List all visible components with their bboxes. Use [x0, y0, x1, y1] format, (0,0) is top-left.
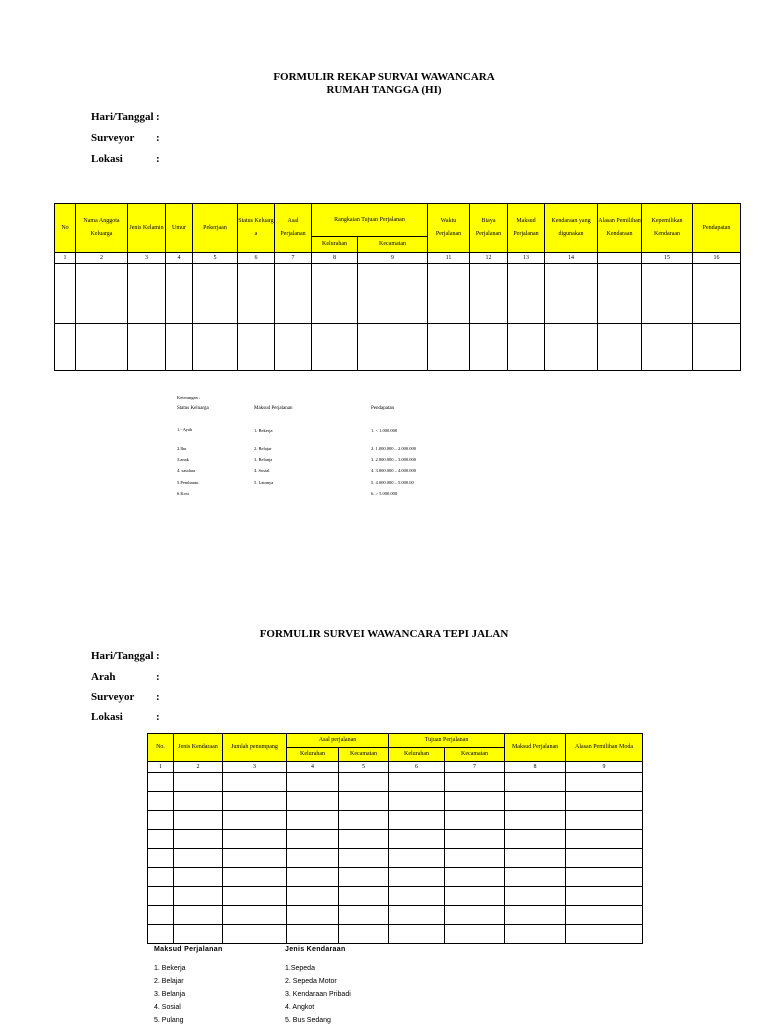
table-cell[interactable] — [566, 849, 643, 868]
pendapatan-item: 1. < 1.000.000 — [371, 428, 398, 433]
column-number: 15 — [642, 253, 693, 264]
form2-table — [147, 733, 643, 944]
table-cell[interactable] — [566, 830, 643, 849]
pendapatan-item: 4. 3.000.000 – 4.000.000 — [371, 468, 416, 473]
form1-table — [54, 203, 741, 371]
legend-item: 5. Pulang — [154, 1017, 184, 1024]
maksud-item: 2. Belajar — [254, 446, 272, 451]
status-item: 1.- Ayah — [177, 427, 193, 432]
header-jenis-kelamin: Jenis Kelamin — [128, 204, 166, 253]
table-cell[interactable] — [174, 849, 223, 868]
table-cell[interactable] — [193, 324, 238, 371]
table-cell[interactable] — [566, 868, 643, 887]
header-kendaraan: Kendaraan yang digunakan — [545, 204, 598, 253]
header-rangkaian-tujuan: Rangkaian Tujuan Perjalanan — [312, 204, 428, 237]
table-cell[interactable] — [642, 264, 693, 324]
column-number: 4 — [287, 762, 339, 773]
table-cell[interactable] — [598, 324, 642, 371]
field-label: Hari/Tanggal — [91, 650, 154, 662]
status-item: 6.Kost — [177, 491, 189, 496]
legend-item: 4. Sosial — [154, 1004, 181, 1011]
field-colon: : — [156, 650, 160, 662]
table-cell[interactable] — [505, 925, 566, 944]
column-number: 3 — [128, 253, 166, 264]
table-cell[interactable] — [389, 849, 445, 868]
table-cell[interactable] — [566, 887, 643, 906]
table-cell[interactable] — [358, 264, 428, 324]
table-cell[interactable] — [166, 264, 193, 324]
header-asal-kelurahan: Kelurahan — [287, 748, 339, 762]
maksud-item: 1. Bekerja — [254, 428, 273, 433]
table-cell[interactable] — [287, 906, 339, 925]
header-kecamatan: Kecamatan — [358, 237, 428, 253]
table-cell[interactable] — [339, 906, 389, 925]
header-asal-perjalanan: Asal perjalanan — [287, 734, 389, 748]
field-colon: : — [156, 711, 160, 723]
table-cell[interactable] — [389, 830, 445, 849]
legend-maksud-heading: Maksud Perjalanan — [154, 946, 223, 953]
table-cell[interactable] — [275, 264, 312, 324]
table-cell[interactable] — [223, 849, 287, 868]
table-cell[interactable] — [428, 324, 470, 371]
field-label: Arah — [91, 671, 116, 683]
field-colon: : — [156, 153, 160, 165]
table-cell[interactable] — [287, 868, 339, 887]
table-cell[interactable] — [174, 811, 223, 830]
header-waktu-perjalanan: Waktu Perjalanan — [428, 204, 470, 253]
column-number: 2 — [76, 253, 128, 264]
table-cell[interactable] — [470, 264, 508, 324]
table-cell[interactable] — [505, 792, 566, 811]
table-cell[interactable] — [76, 264, 128, 324]
header-jenis-kendaraan: Jenis Kendaraan — [174, 734, 223, 762]
form1-title-line2: RUMAH TANGGA (HI) — [326, 84, 442, 96]
header-tujuan-kelurahan: Kelurahan — [389, 748, 445, 762]
legend-item: 3. Belanja — [154, 991, 186, 998]
form2-field-arah[interactable] — [91, 671, 160, 683]
table-cell[interactable] — [174, 925, 223, 944]
form2-title: FORMULIR SURVEI WAWANCARA TEPI JALAN — [259, 628, 509, 640]
table-cell[interactable] — [287, 849, 339, 868]
table-cell[interactable] — [174, 773, 223, 792]
form1-title-line1: FORMULIR REKAP SURVAI WAWANCARA — [273, 71, 495, 83]
table-cell[interactable] — [545, 264, 598, 324]
column-number: 12 — [470, 253, 508, 264]
header-jumlah-penumpang: Jumlah penumpang — [223, 734, 287, 762]
legend-jenis-heading: Jenis Kendaraan — [285, 946, 346, 953]
header-no: No. — [148, 734, 174, 762]
header-nama-anggota: Nama Anggota Keluarga — [76, 204, 128, 253]
table-cell[interactable] — [445, 925, 505, 944]
table-cell[interactable] — [445, 868, 505, 887]
table-cell[interactable] — [445, 811, 505, 830]
table-cell[interactable] — [312, 324, 358, 371]
table-row — [148, 868, 643, 887]
table-cell[interactable] — [128, 324, 166, 371]
table-cell[interactable] — [389, 887, 445, 906]
table-row — [148, 849, 643, 868]
table-cell[interactable] — [223, 830, 287, 849]
column-number: 1 — [55, 253, 76, 264]
table-cell[interactable] — [238, 324, 275, 371]
column-number: 4 — [166, 253, 193, 264]
table-cell[interactable] — [287, 925, 339, 944]
table-cell[interactable] — [148, 868, 174, 887]
column-number: 9 — [566, 762, 643, 773]
table-cell[interactable] — [223, 792, 287, 811]
table-row — [148, 811, 643, 830]
table-cell[interactable] — [505, 849, 566, 868]
header-kepemilikan: Kepemilikan Kendaraan — [642, 204, 693, 253]
header-tujuan-kecamatan: Kecamatan — [445, 748, 505, 762]
table-cell[interactable] — [193, 264, 238, 324]
form1-field-hari-tanggal[interactable] — [91, 111, 160, 123]
table-cell[interactable] — [339, 830, 389, 849]
form1-field-surveyor[interactable] — [91, 132, 160, 144]
maksud-item: 3. Belanja — [254, 457, 273, 462]
column-number: 7 — [445, 762, 505, 773]
table-cell[interactable] — [238, 264, 275, 324]
table-cell[interactable] — [148, 830, 174, 849]
table-cell[interactable] — [642, 324, 693, 371]
table-cell[interactable] — [339, 887, 389, 906]
table-cell[interactable] — [55, 264, 76, 324]
table-cell[interactable] — [445, 792, 505, 811]
column-number: 8 — [505, 762, 566, 773]
header-biaya-perjalanan: Biaya Perjalanan — [470, 204, 508, 253]
legend-maksud — [154, 943, 223, 1027]
pendapatan-item: 2. 1.000.000 – 2.000.000 — [371, 446, 416, 451]
table-cell[interactable] — [445, 830, 505, 849]
header-pendapatan: Pendapatan — [693, 204, 741, 253]
table-cell[interactable] — [693, 324, 741, 371]
legend-item: 1.Sepeda — [285, 965, 315, 972]
keterangan-head-maksud: Maksud Perjalanan — [254, 406, 293, 411]
table-cell[interactable] — [389, 792, 445, 811]
table-row — [148, 830, 643, 849]
maksud-item: 4. Sosial — [254, 468, 270, 473]
field-colon: : — [156, 132, 160, 144]
table-row — [148, 773, 643, 792]
table-cell[interactable] — [505, 887, 566, 906]
legend-item: 2. Belajar — [154, 978, 184, 985]
keterangan-title: Keterangan : — [177, 395, 201, 400]
header-pekerjaan: Pekerjaan — [193, 204, 238, 253]
keterangan-head-pendapatan: Pendapatan — [371, 406, 395, 411]
table-cell[interactable] — [358, 324, 428, 371]
table-row — [148, 887, 643, 906]
table-cell[interactable] — [389, 868, 445, 887]
legend-item: 1. Bekerja — [154, 965, 186, 972]
table-cell[interactable] — [389, 906, 445, 925]
form2-field-lokasi[interactable] — [91, 711, 160, 723]
form1-field-lokasi[interactable] — [91, 153, 160, 165]
column-number: 3 — [223, 762, 287, 773]
table-cell[interactable] — [445, 906, 505, 925]
header-maksud-perjalanan: Maksud Perjalanan — [508, 204, 545, 253]
pendapatan-item: 6. > 5.000.000 — [371, 491, 398, 496]
header-asal-kecamatan: Kecamatan — [339, 748, 389, 762]
table-cell[interactable] — [445, 887, 505, 906]
header-no: No — [55, 204, 76, 253]
field-label: Surveyor — [91, 691, 135, 703]
table-cell[interactable] — [174, 830, 223, 849]
column-number: 11 — [428, 253, 470, 264]
column-number: 16 — [693, 253, 741, 264]
field-label: Surveyor — [91, 132, 135, 144]
table-cell[interactable] — [312, 264, 358, 324]
table-cell[interactable] — [339, 773, 389, 792]
header-alasan-pemilihan-moda: Alasan Pemilihan Moda — [566, 734, 643, 762]
table-cell[interactable] — [445, 773, 505, 792]
table-cell[interactable] — [339, 811, 389, 830]
header-asal-perjalanan: Asal Perjalanan — [275, 204, 312, 253]
field-label: Lokasi — [91, 711, 123, 723]
pendapatan-item: 5. 4.000.000 – 5.000.00 — [371, 480, 414, 485]
legend-item: 5. Bus Sedang — [285, 1017, 331, 1024]
table-cell[interactable] — [508, 264, 545, 324]
header-maksud-perjalanan: Maksud Perjalanan — [505, 734, 566, 762]
header-umur: Umur — [166, 204, 193, 253]
table-cell[interactable] — [287, 811, 339, 830]
table-cell[interactable] — [223, 811, 287, 830]
header-status-keluarga: Status Keluarg a — [238, 204, 275, 253]
table-cell[interactable] — [566, 925, 643, 944]
table-cell[interactable] — [287, 887, 339, 906]
table-cell[interactable] — [148, 811, 174, 830]
table-cell[interactable] — [174, 906, 223, 925]
table-cell[interactable] — [174, 792, 223, 811]
table-cell[interactable] — [389, 773, 445, 792]
column-number — [598, 253, 642, 264]
table-cell[interactable] — [566, 773, 643, 792]
legend-item: 2. Sepeda Motor — [285, 978, 337, 985]
legend-item: 3. Kendaraan Pribadi — [285, 991, 351, 998]
table-cell[interactable] — [339, 792, 389, 811]
table-cell[interactable] — [174, 868, 223, 887]
column-number: 13 — [508, 253, 545, 264]
table-cell[interactable] — [287, 773, 339, 792]
table-cell[interactable] — [389, 811, 445, 830]
form2-field-surveyor[interactable] — [91, 691, 160, 703]
table-row — [148, 792, 643, 811]
table-cell[interactable] — [148, 792, 174, 811]
keterangan-head-status: Status Keluarga — [177, 406, 209, 411]
table-cell[interactable] — [505, 773, 566, 792]
table-cell[interactable] — [287, 792, 339, 811]
field-colon: : — [156, 111, 160, 123]
field-colon: : — [156, 671, 160, 683]
table-cell[interactable] — [223, 773, 287, 792]
table-cell[interactable] — [470, 324, 508, 371]
column-number: 6 — [389, 762, 445, 773]
field-label: Hari/Tanggal — [91, 111, 154, 123]
table-cell[interactable] — [148, 887, 174, 906]
table-cell[interactable] — [128, 264, 166, 324]
table-cell[interactable] — [174, 887, 223, 906]
field-label: Lokasi — [91, 153, 123, 165]
table-cell[interactable] — [505, 868, 566, 887]
column-number: 6 — [238, 253, 275, 264]
table-cell[interactable] — [148, 849, 174, 868]
table-cell[interactable] — [389, 925, 445, 944]
status-item: 3.anak — [177, 457, 189, 462]
table-cell[interactable] — [339, 868, 389, 887]
maksud-item: 5. Lainnya — [254, 480, 274, 485]
legend-jenis-kendaraan — [285, 943, 351, 1027]
legend-item: 4. Angkot — [285, 1004, 315, 1011]
table-cell[interactable] — [76, 324, 128, 371]
table-cell[interactable] — [148, 925, 174, 944]
table-row — [55, 264, 741, 324]
column-number: 14 — [545, 253, 598, 264]
table-cell[interactable] — [505, 830, 566, 849]
table-cell[interactable] — [545, 324, 598, 371]
status-item: 2.Ibu — [177, 446, 187, 451]
field-colon: : — [156, 691, 160, 703]
table-row — [148, 925, 643, 944]
header-kelurahan: Kelurahan — [312, 237, 358, 253]
column-number: 5 — [339, 762, 389, 773]
table-cell[interactable] — [566, 811, 643, 830]
column-number: 5 — [193, 253, 238, 264]
table-cell[interactable] — [275, 324, 312, 371]
table-cell[interactable] — [508, 324, 545, 371]
column-number: 8 — [312, 253, 358, 264]
table-cell[interactable] — [445, 849, 505, 868]
header-tujuan-perjalanan: Tujuan Perjalanan — [389, 734, 505, 748]
table-cell[interactable] — [428, 264, 470, 324]
status-item: 4. saudara — [177, 468, 196, 473]
column-number: 1 — [148, 762, 174, 773]
table-cell[interactable] — [55, 324, 76, 371]
table-row — [55, 324, 741, 371]
column-number: 9 — [358, 253, 428, 264]
table-cell[interactable] — [287, 830, 339, 849]
status-item: 5.Pembantu — [177, 480, 199, 485]
table-cell[interactable] — [693, 264, 741, 324]
table-cell[interactable] — [339, 925, 389, 944]
table-cell[interactable] — [166, 324, 193, 371]
form2-field-hari-tanggal[interactable] — [91, 650, 160, 662]
header-alasan-pemilihan: Alasan Pemilihan Kendaraan — [598, 204, 642, 253]
table-cell[interactable] — [339, 849, 389, 868]
table-cell[interactable] — [505, 811, 566, 830]
table-cell[interactable] — [505, 906, 566, 925]
pendapatan-item: 3. 2.000.000 – 3.000.000 — [371, 457, 416, 462]
table-cell[interactable] — [566, 792, 643, 811]
table-cell[interactable] — [566, 906, 643, 925]
table-cell[interactable] — [223, 925, 287, 944]
table-cell[interactable] — [148, 773, 174, 792]
table-row — [148, 906, 643, 925]
column-number: 2 — [174, 762, 223, 773]
table-cell[interactable] — [223, 887, 287, 906]
table-cell[interactable] — [223, 868, 287, 887]
table-cell[interactable] — [223, 906, 287, 925]
column-number: 7 — [275, 253, 312, 264]
table-cell[interactable] — [148, 906, 174, 925]
table-cell[interactable] — [598, 264, 642, 324]
